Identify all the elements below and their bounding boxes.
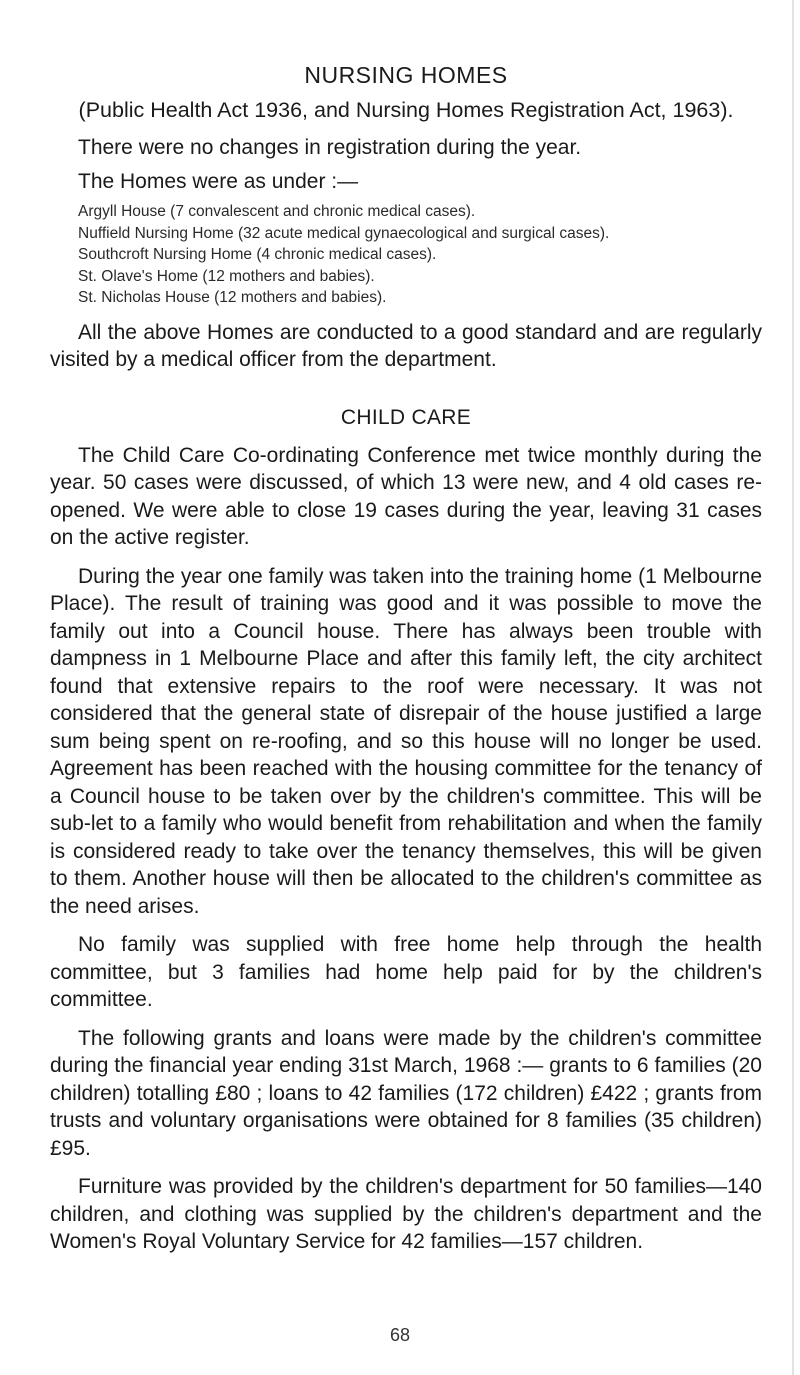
paragraph-grants-loans: The following grants and loans were made by the children's committee during the financial year ending 31st March, 1968 :— grants to 6 families (20 children) totalling £80 ; loans to 42 families (172 children) £422 ; grants from trusts and voluntary organisations were obtained for 8 families (35 children) £95.	[50, 1026, 762, 1160]
list-item: St. Nicholas House (12 mothers and babies).	[78, 289, 387, 306]
paragraph-home-help: No family was supplied with free home help through the health committee, but 3 families had home help paid for by the children's committee.	[50, 933, 762, 1011]
list-item: Southcroft Nursing Home (4 chronic medical cases).	[78, 246, 437, 263]
paragraph-no-changes: There were no changes in registration during the year.	[78, 136, 582, 159]
nursing-homes-heading: NURSING HOMES	[304, 62, 508, 88]
page-number: 68	[389, 1325, 411, 1345]
paragraph-conference: The Child Care Co-ordinating Conference met twice monthly during the year. 50 cases were discussed, of which 13 were new, and 4 old cases re-opened. We were able to close 19 cases during the year, leaving 31 cases on the active register.	[50, 443, 762, 549]
list-item: Nuffield Nursing Home (32 acute medical gynaecological and surgical cases).	[78, 224, 610, 242]
nursing-homes-subtitle: (Public Health Act 1936, and Nursing Homes Registration Act, 1963).	[78, 98, 734, 122]
list-item: St. Olave's Home (12 mothers and babies).	[78, 267, 375, 285]
page-edge-shadow	[792, 0, 794, 1375]
document-page	[50, 60, 762, 1267]
child-care-heading: CHILD CARE	[340, 405, 472, 429]
paragraph-homes-under: The Homes were as under :—	[78, 169, 359, 193]
list-item: Argyll House (7 convalescent and chronic medical cases).	[78, 203, 476, 220]
paragraph-furniture: Furniture was provided by the children's department for 50 families—140 children, and clothing was supplied by the children's department and the Women's Royal Voluntary Service for 42 families—157 children.	[50, 1175, 762, 1253]
paragraph-standard: All the above Homes are conducted to a good standard and are regularly visited by a medical officer from the department.	[50, 320, 762, 371]
nursing-homes-list	[50, 201, 762, 309]
paragraph-training-home: During the year one family was taken into the training home (1 Melbourne Place). The result of training was good and it was possible to move the family out into a Council house. There has always been trouble with dampness in 1 Melbourne Place and after this family left, the city architect found that extensive repairs to the roof were necessary. It was not considered that the general state of disrepair of the house justified a large sum being spent on re-roofing, and so this house will no longer be used. Agreement has been reached with the housing committee for the tenancy of a Council house to be taken over by the children's committee. This will be sub-let to a family who would benefit from rehabilitation and when the family is considered ready to take over the tenancy themselves, this will be given to them. Another house will then be allocated to the children's committee as the need arises.	[50, 564, 762, 918]
